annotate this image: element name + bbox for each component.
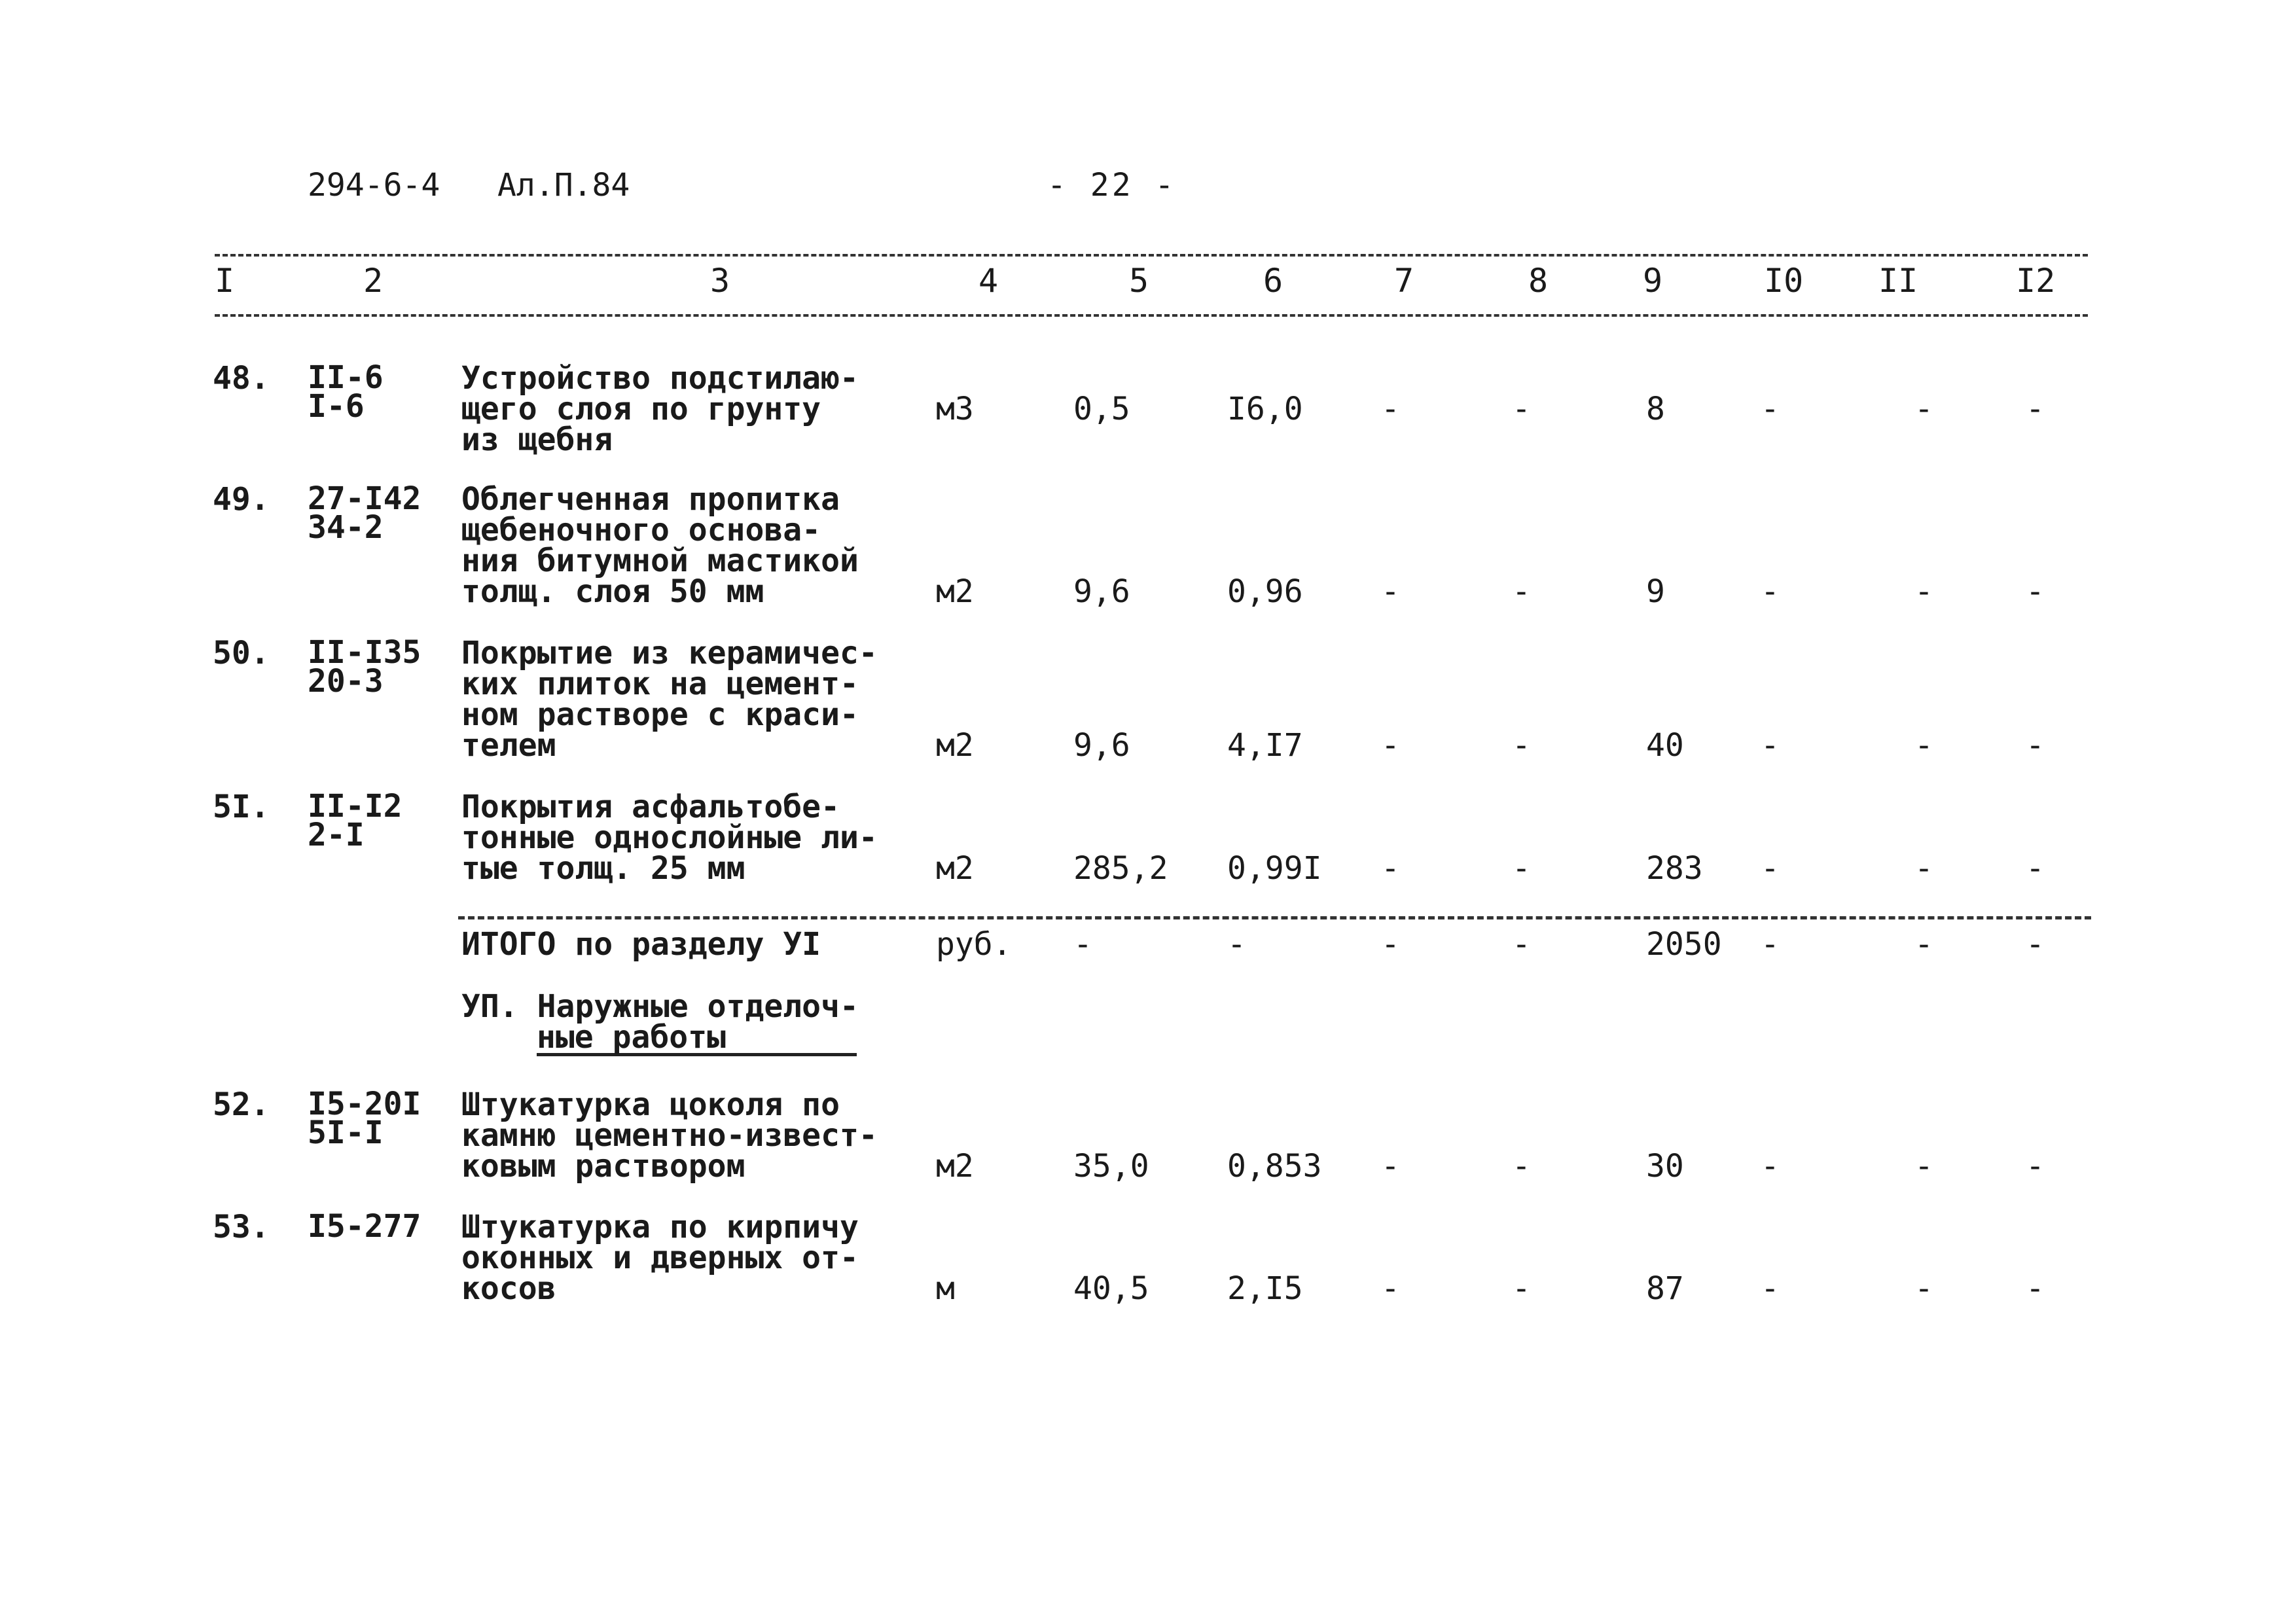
norm-code: 34-2 (308, 509, 384, 546)
col-12-value: - (2026, 850, 2045, 887)
col-head-11: II (1878, 262, 1918, 300)
col-head-12: I2 (2016, 262, 2056, 300)
work-description: ном растворе с краси- (461, 696, 859, 733)
work-description: Покрытия асфальтобе- (461, 789, 840, 825)
quantity: 40,5 (1073, 1270, 1149, 1307)
table-header-rule (215, 314, 2088, 317)
col-head-2: 2 (363, 262, 384, 300)
unit-cost: 4,I7 (1227, 727, 1303, 764)
col-7-value: - (1381, 727, 1400, 764)
col-11-value: - (1914, 1148, 1933, 1185)
norm-code: I5-20I (308, 1086, 422, 1122)
unit: м2 (936, 573, 974, 610)
col-10-value: - (1761, 1148, 1780, 1185)
col-11-value: - (1914, 727, 1933, 764)
album-number: Ал.П.84 (497, 167, 630, 204)
col-10-value: - (1761, 926, 1780, 963)
col-10-value: - (1761, 727, 1780, 764)
row-number: 53. (213, 1209, 270, 1245)
quantity: 9,6 (1073, 573, 1130, 610)
col-8-value: - (1512, 1270, 1531, 1307)
work-description: тые толщ. 25 мм (461, 850, 745, 887)
col-7-value: - (1381, 1270, 1400, 1307)
work-description: Покрытие из керамичес- (461, 635, 878, 671)
work-description: щебеночного основа- (461, 512, 821, 548)
page-number: - 22 - (1047, 167, 1177, 204)
col-10-value: - (1761, 573, 1780, 610)
col-head-5: 5 (1129, 262, 1149, 300)
col-head-8: 8 (1528, 262, 1549, 300)
work-description: щего слоя по грунту (461, 391, 821, 427)
row-number: 5I. (213, 789, 270, 825)
total-cost: 87 (1646, 1270, 1684, 1307)
col-12-value: - (2026, 1148, 2045, 1185)
col-head-4: 4 (978, 262, 999, 300)
row-number: 50. (213, 635, 270, 671)
work-description: оконных и дверных от- (461, 1240, 859, 1276)
col-10-value: - (1761, 391, 1780, 427)
col-10-value: - (1761, 1270, 1780, 1307)
col-8-value: - (1512, 1148, 1531, 1185)
norm-code: II-I35 (308, 634, 422, 671)
unit-cost: 0,99I (1227, 850, 1322, 887)
quantity: 285,2 (1073, 850, 1168, 887)
unit-cost: 0,853 (1227, 1148, 1322, 1185)
total-cost: 9 (1646, 573, 1665, 610)
col-12-value: - (2026, 926, 2045, 963)
col-5-value: - (1073, 926, 1092, 963)
table-top-rule (215, 254, 2088, 257)
total-cost: 40 (1646, 727, 1684, 764)
col-7-value: - (1381, 1148, 1400, 1185)
unit-cost: 0,96 (1227, 573, 1303, 610)
col-7-value: - (1381, 926, 1400, 963)
col-8-value: - (1512, 573, 1531, 610)
col-8-value: - (1512, 926, 1531, 963)
col-12-value: - (2026, 727, 2045, 764)
total-cost: 8 (1646, 391, 1665, 427)
col-6-value: - (1227, 926, 1246, 963)
norm-code: 5I-I (308, 1115, 384, 1151)
col-10-value: - (1761, 850, 1780, 887)
work-description: телем (461, 727, 556, 764)
col-11-value: - (1914, 850, 1933, 887)
total-cost: 283 (1646, 850, 1703, 887)
norm-code: II-I2 (308, 788, 403, 825)
total-sum: 2050 (1646, 926, 1722, 963)
norm-code: 27-I42 (308, 480, 422, 517)
col-head-6: 6 (1263, 262, 1283, 300)
unit: м2 (936, 727, 974, 764)
norm-code: 20-3 (308, 663, 384, 700)
quantity: 9,6 (1073, 727, 1130, 764)
work-description: из щебня (461, 421, 613, 458)
norm-code: 2-I (308, 817, 365, 853)
page-header (0, 167, 2296, 213)
col-head-7: 7 (1394, 262, 1414, 300)
work-description: Облегченная пропитка (461, 481, 840, 518)
norm-code: I5-277 (308, 1208, 422, 1245)
total-label: ИТОГО по разделу УI (461, 926, 821, 963)
total-cost: 30 (1646, 1148, 1684, 1185)
section-title (461, 988, 859, 1056)
col-head-3: 3 (710, 262, 730, 300)
quantity: 0,5 (1073, 391, 1130, 427)
col-11-value: - (1914, 926, 1933, 963)
section-total-rule (458, 916, 2091, 919)
work-description: Устройство подстилаю- (461, 360, 859, 397)
unit: м2 (936, 850, 974, 887)
total-unit: руб. (936, 926, 1012, 963)
col-12-value: - (2026, 1270, 2045, 1307)
work-description: камню цементно-извест- (461, 1117, 878, 1154)
row-number: 48. (213, 360, 270, 397)
work-description: Штукатурка цоколя по (461, 1086, 840, 1123)
work-description: Штукатурка по кирпичу (461, 1209, 859, 1245)
unit: м2 (936, 1148, 974, 1185)
unit-cost: 2,I5 (1227, 1270, 1303, 1307)
section-title-line-2-wrap (461, 1019, 859, 1056)
col-head-9: 9 (1643, 262, 1663, 300)
col-8-value: - (1512, 391, 1531, 427)
col-11-value: - (1914, 1270, 1933, 1307)
work-description: ких плиток на цемент- (461, 666, 859, 702)
col-12-value: - (2026, 391, 2045, 427)
quantity: 35,0 (1073, 1148, 1149, 1185)
col-12-value: - (2026, 573, 2045, 610)
work-description: ковым раствором (461, 1148, 745, 1185)
col-head-1: I (215, 262, 235, 300)
col-7-value: - (1381, 573, 1400, 610)
norm-code: I-6 (308, 388, 365, 425)
col-head-10: I0 (1764, 262, 1804, 300)
work-description: косов (461, 1270, 556, 1307)
section-title-line-1: УП. Наружные отделоч- (461, 988, 859, 1025)
col-7-value: - (1381, 391, 1400, 427)
col-8-value: - (1512, 727, 1531, 764)
norm-code: II-6 (308, 359, 384, 396)
unit: м3 (936, 391, 974, 427)
unit: м (936, 1270, 955, 1307)
work-description: ния битумной мастикой (461, 543, 859, 579)
unit-cost: I6,0 (1227, 391, 1303, 427)
work-description: тонные однослойные ли- (461, 819, 878, 856)
row-number: 52. (213, 1086, 270, 1123)
document-code: 294-6-4 (308, 167, 440, 204)
col-11-value: - (1914, 391, 1933, 427)
work-description: толщ. слоя 50 мм (461, 573, 764, 610)
section-title-line-2: ные работы (537, 1022, 857, 1056)
row-number: 49. (213, 481, 270, 518)
col-7-value: - (1381, 850, 1400, 887)
col-8-value: - (1512, 850, 1531, 887)
col-11-value: - (1914, 573, 1933, 610)
